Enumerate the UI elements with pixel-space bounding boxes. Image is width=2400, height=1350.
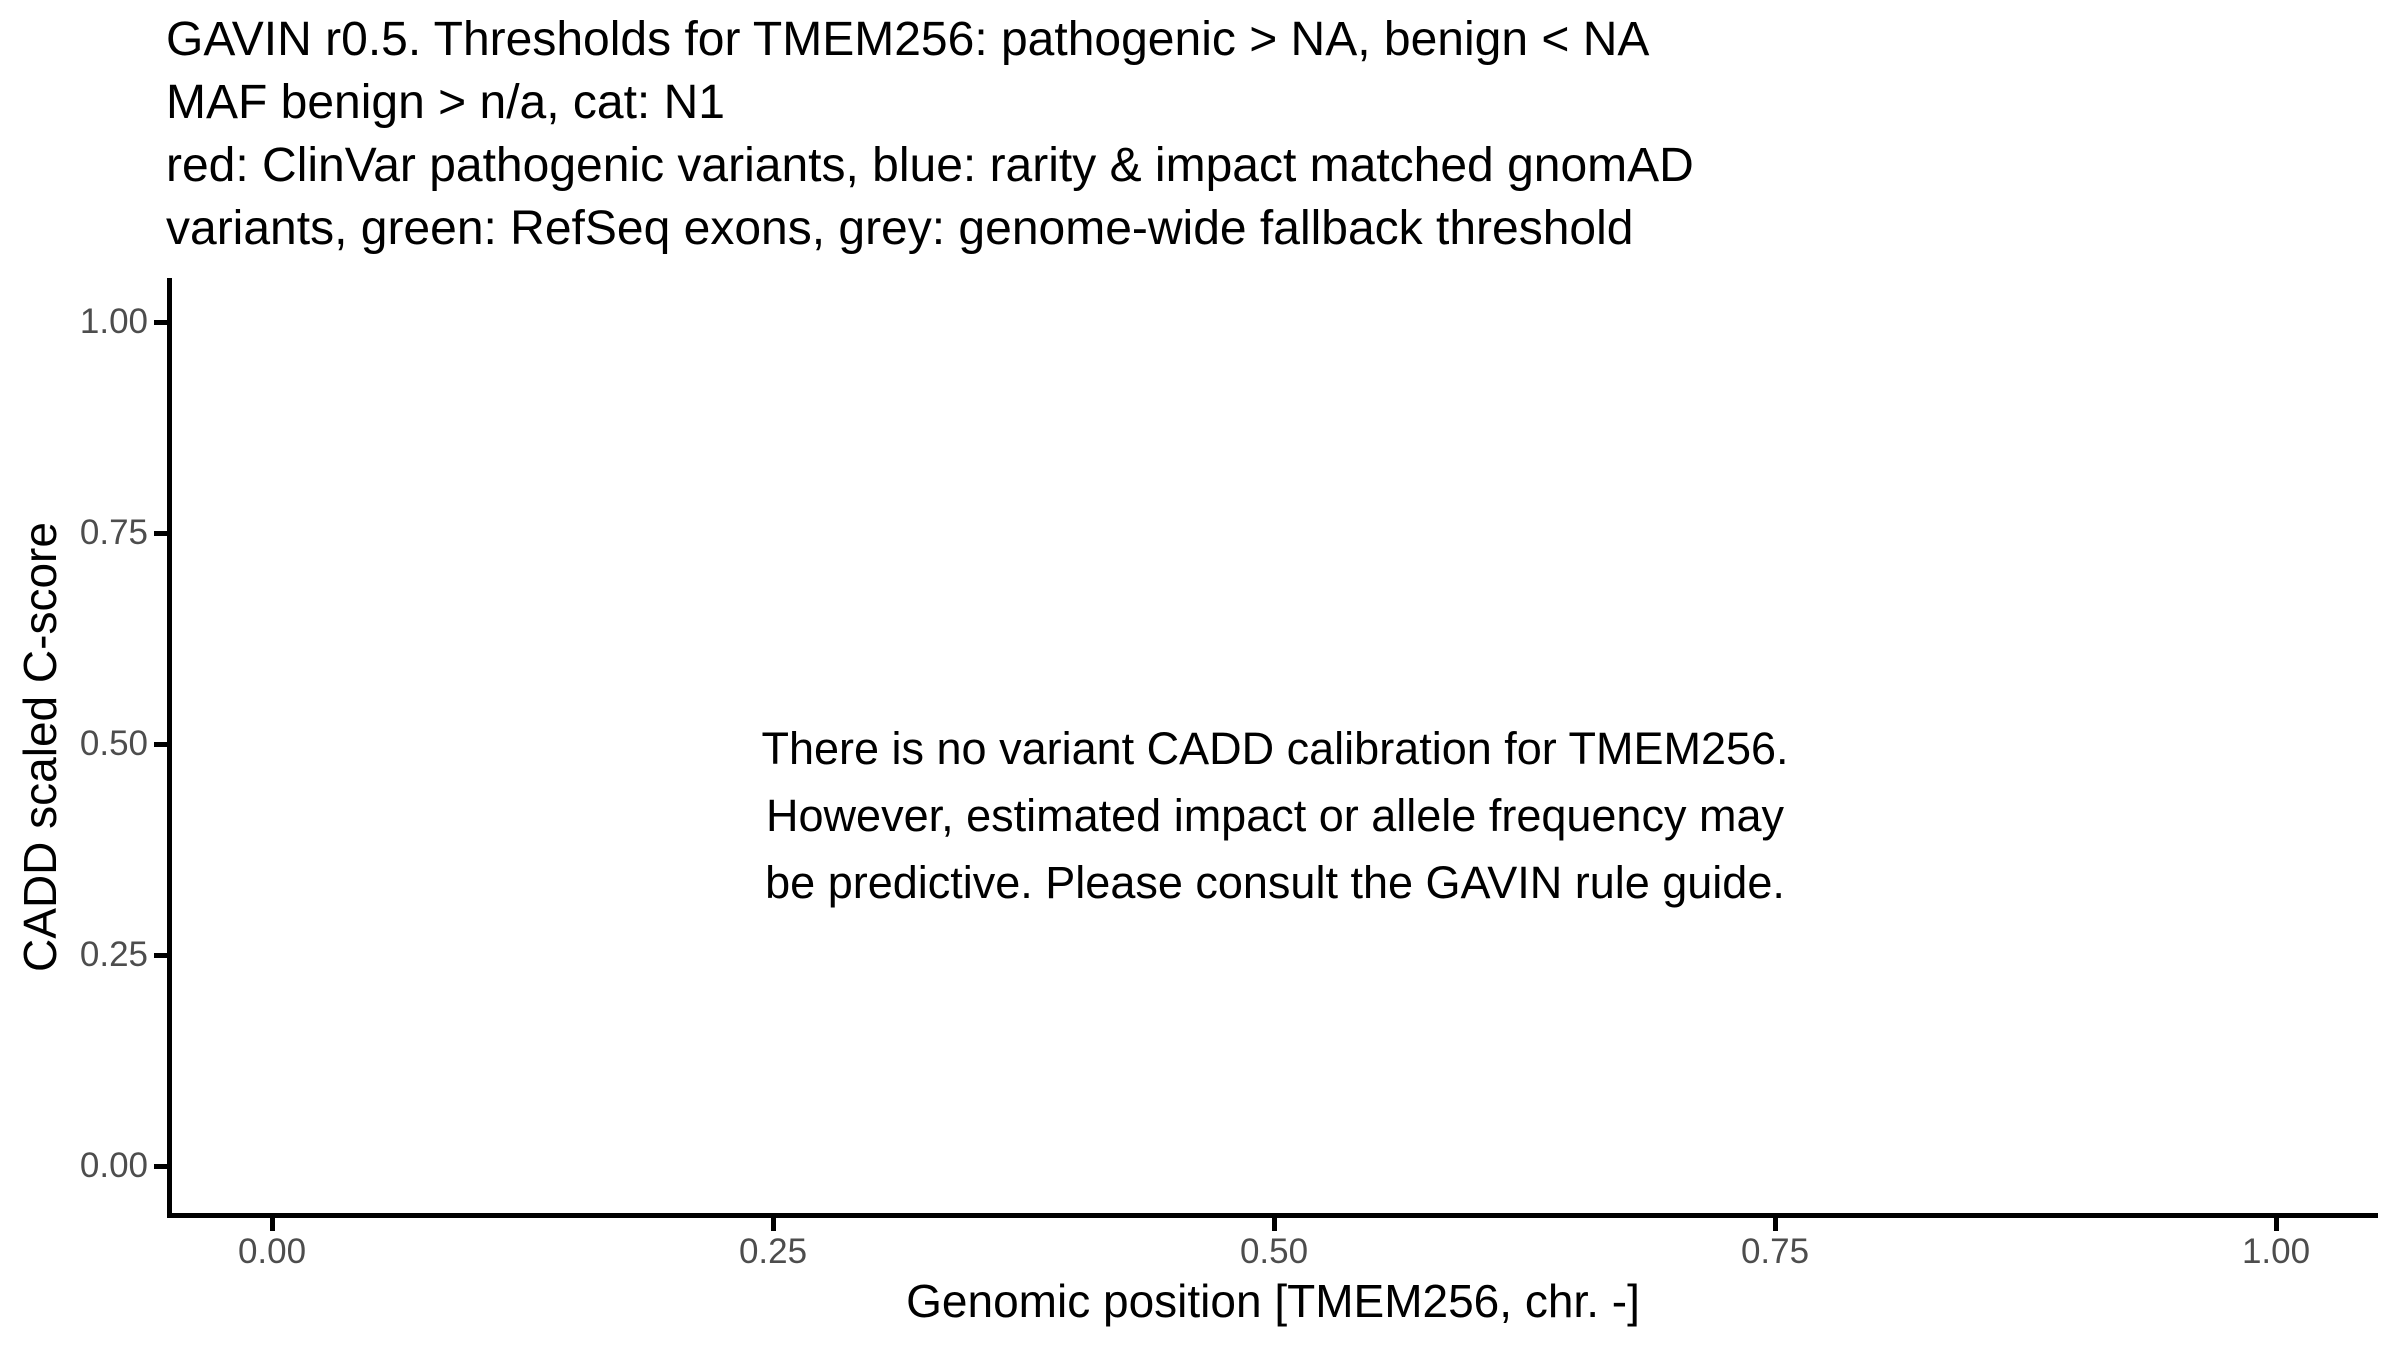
x-tick-mark [270, 1218, 275, 1231]
y-tick-mark [154, 1164, 167, 1169]
x-tick-mark [1773, 1218, 1778, 1231]
x-tick-mark [2274, 1218, 2279, 1231]
y-tick-mark [154, 742, 167, 747]
x-tick-label: 0.50 [1239, 1232, 1309, 1271]
annotation-line-3: be predictive. Please consult the GAVIN rule guide. [765, 857, 1785, 908]
y-tick-label: 1.00 [79, 302, 148, 341]
y-tick-mark [154, 953, 167, 958]
y-tick-label: 0.50 [79, 724, 148, 763]
title-line-1: GAVIN r0.5. Thresholds for TMEM256: pathogenic > NA, benign < NA [166, 13, 1650, 66]
x-tick-mark [771, 1218, 776, 1231]
title-line-3: red: ClinVar pathogenic variants, blue: rarity & impact matched gnomAD [166, 139, 1694, 192]
no-calibration-annotation [761, 715, 1788, 916]
y-tick-label: 0.75 [79, 513, 148, 552]
y-tick-label: 0.25 [79, 935, 148, 974]
title-line-2: MAF benign > n/a, cat: N1 [166, 76, 725, 129]
y-tick-label: 0.00 [79, 1146, 148, 1185]
x-tick-label: 1.00 [2241, 1232, 2311, 1271]
x-tick-mark [1272, 1218, 1277, 1231]
x-axis-label: Genomic position [TMEM256, chr. -] [906, 1275, 1640, 1327]
y-axis-line [167, 278, 172, 1218]
x-tick-label: 0.00 [237, 1232, 307, 1271]
y-axis-label: CADD scaled C-score [14, 522, 66, 972]
x-tick-label: 0.25 [738, 1232, 808, 1271]
y-tick-mark [154, 320, 167, 325]
annotation-line-1: There is no variant CADD calibration for TMEM256. [761, 723, 1789, 774]
y-tick-mark [154, 531, 167, 536]
x-tick-label: 0.75 [1740, 1232, 1810, 1271]
title-line-4: variants, green: RefSeq exons, grey: genome-wide fallback threshold [166, 202, 1634, 255]
plot-panel [171, 278, 2378, 1213]
annotation-line-2: However, estimated impact or allele frequency may [766, 790, 1784, 841]
plot-title [166, 8, 1694, 260]
